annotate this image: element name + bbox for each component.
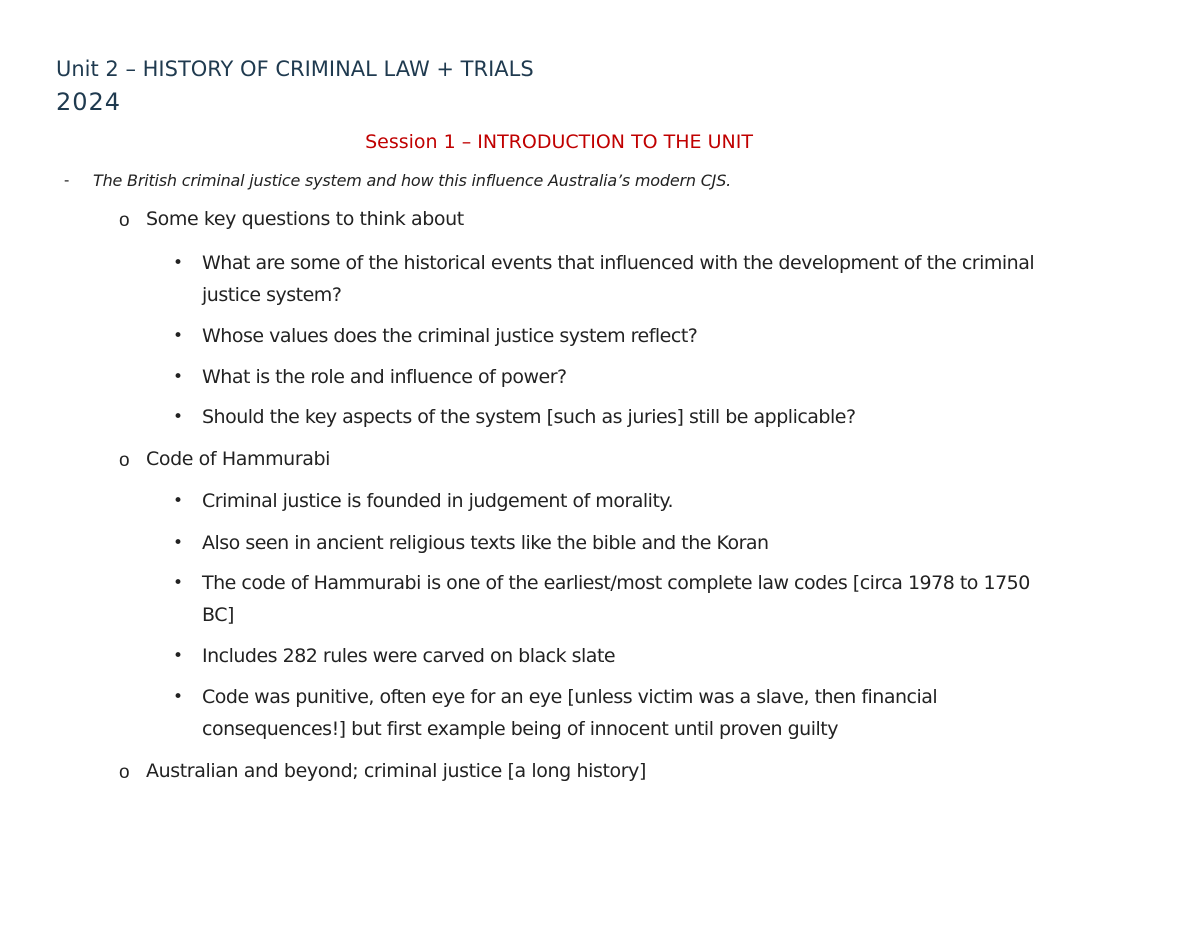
bullet-marker: •	[173, 253, 184, 273]
bullet-marker: •	[173, 646, 184, 666]
section-australian-and-beyond: Australian and beyond; criminal justice [a long history]	[146, 760, 647, 782]
list-item: Whose values does the criminal justice system reflect?	[202, 325, 698, 347]
bullet-marker: •	[173, 407, 184, 427]
sub-bullet-marker: o	[119, 762, 130, 783]
document-year: 2024	[56, 88, 122, 116]
sub-bullet-marker: o	[119, 450, 130, 471]
list-item: Criminal justice is founded in judgement of morality.	[202, 490, 673, 512]
bullet-marker: •	[173, 573, 184, 593]
intro-item: The British criminal justice system and how this influence Australia’s modern CJS.	[93, 171, 732, 190]
bullet-marker: •	[173, 326, 184, 346]
dash-marker: -	[64, 172, 70, 189]
list-item: Code was punitive, often eye for an eye [unless victim was a slave, then financial consequences!] but first example being of innocent until proven guilty	[202, 686, 938, 740]
bullet-marker: •	[173, 687, 184, 707]
section-code-of-hammurabi: Code of Hammurabi	[146, 448, 331, 470]
list-item: Also seen in ancient religious texts like the bible and the Koran	[202, 532, 769, 554]
sub-bullet-marker: o	[119, 210, 130, 231]
session-heading: Session 1 – INTRODUCTION TO THE UNIT	[365, 131, 753, 153]
bullet-marker: •	[173, 367, 184, 387]
bullet-marker: •	[173, 491, 184, 511]
document-title: Unit 2 – HISTORY OF CRIMINAL LAW + TRIALS	[56, 57, 534, 81]
list-item: The code of Hammurabi is one of the earliest/most complete law codes [circa 1978 to 1750 BC]	[202, 572, 1030, 626]
list-item: What is the role and influence of power?	[202, 366, 567, 388]
list-item: Should the key aspects of the system [such as juries] still be applicable?	[202, 406, 856, 428]
list-item: What are some of the historical events that influenced with the development of the criminal justice system?	[202, 252, 1035, 306]
list-item: Includes 282 rules were carved on black slate	[202, 645, 616, 667]
bullet-marker: •	[173, 533, 184, 553]
section-key-questions: Some key questions to think about	[146, 208, 464, 230]
